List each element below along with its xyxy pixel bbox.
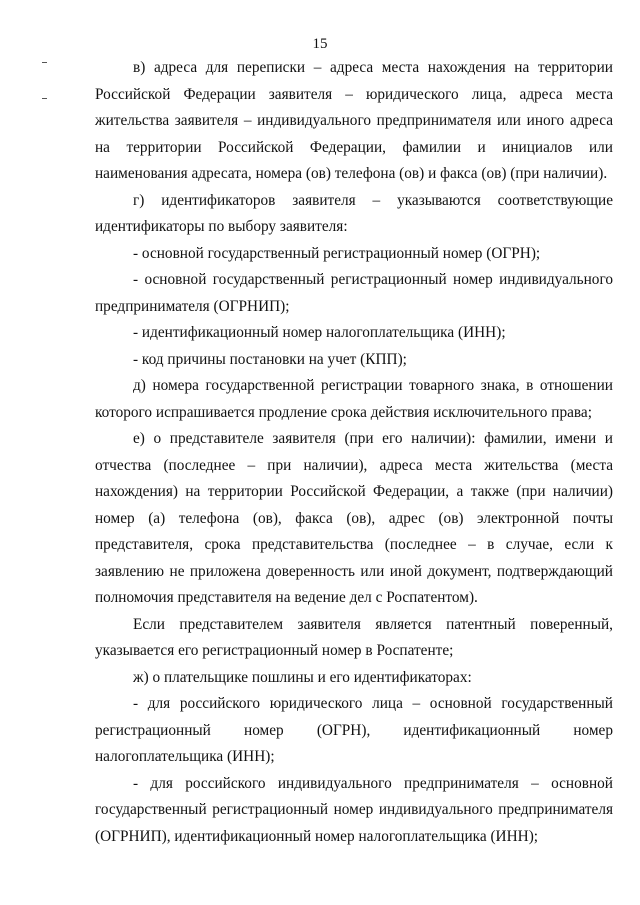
list-item-entrepreneur: - для российского индивидуального предпринимателя – основной государственный регистрационный номер индивидуального предпринимателя (ОГРНИП), идентификационный номер налогоплательщика (ИНН); — [95, 774, 613, 845]
list-item-inn: - идентификационный номер налогоплательщика (ИНН); — [133, 324, 506, 341]
paragraph-trademark-number: д) номера государственной регистрации товарного знака, в отношении которого испрашивается продление срока действия исключительного права; — [95, 377, 613, 421]
list-item-ogrn: - основной государственный регистрационный номер (ОГРН); — [133, 244, 541, 262]
list-item-kpp: - код причины постановки на учет (КПП); — [133, 350, 407, 368]
page-number: 15 — [312, 36, 328, 52]
list-item-ogrnip: - основной государственный регистрационный номер индивидуального предпринимателя (ОГРНИП); — [95, 271, 613, 315]
list-item-legal-entity: - для российского юридического лица – основной государственный регистрационный номер (ОГРН), идентификационный номер налогоплательщика (ИНН); — [95, 695, 613, 765]
paragraph-addresses: в) адреса для переписки – адреса места нахождения на территории Российской Федерации заявителя – юридического лица, адреса места жительства заявителя – индивидуального предпринимателя или иного адреса на территории Российской Федерации, фамилии и инициалов или наименования адресата, номера (ов) телефона (ов) и факса (ов) (при наличии). — [95, 59, 613, 182]
document-body — [95, 55, 613, 850]
scan-mark — [42, 62, 47, 63]
paragraph-identifiers: г) идентификаторов заявителя – указываются соответствующие идентификаторы по выбору заявителя: — [95, 191, 613, 235]
paragraph-patent-attorney: Если представителем заявителя является патентный поверенный, указывается его регистрационный номер в Роспатенте; — [95, 615, 613, 659]
paragraph-fee-payer: ж) о плательщике пошлины и его идентификаторах: — [133, 668, 472, 686]
scan-mark — [42, 98, 47, 99]
paragraph-representative: е) о представителе заявителя (при его наличии): фамилии, имени и отчества (последнее – при наличии), адреса места жительства (места нахождения) на территории Российской Федерации, а также (при наличии) номер (а) телефона (ов), факса (ов), адрес (ов) электронной почты представителя, срока представительства (последнее – в случае, если к заявлению не приложена доверенность или иной документ, подтверждающий полномочия представителя на ведение дел с Роспатентом). — [95, 430, 613, 606]
